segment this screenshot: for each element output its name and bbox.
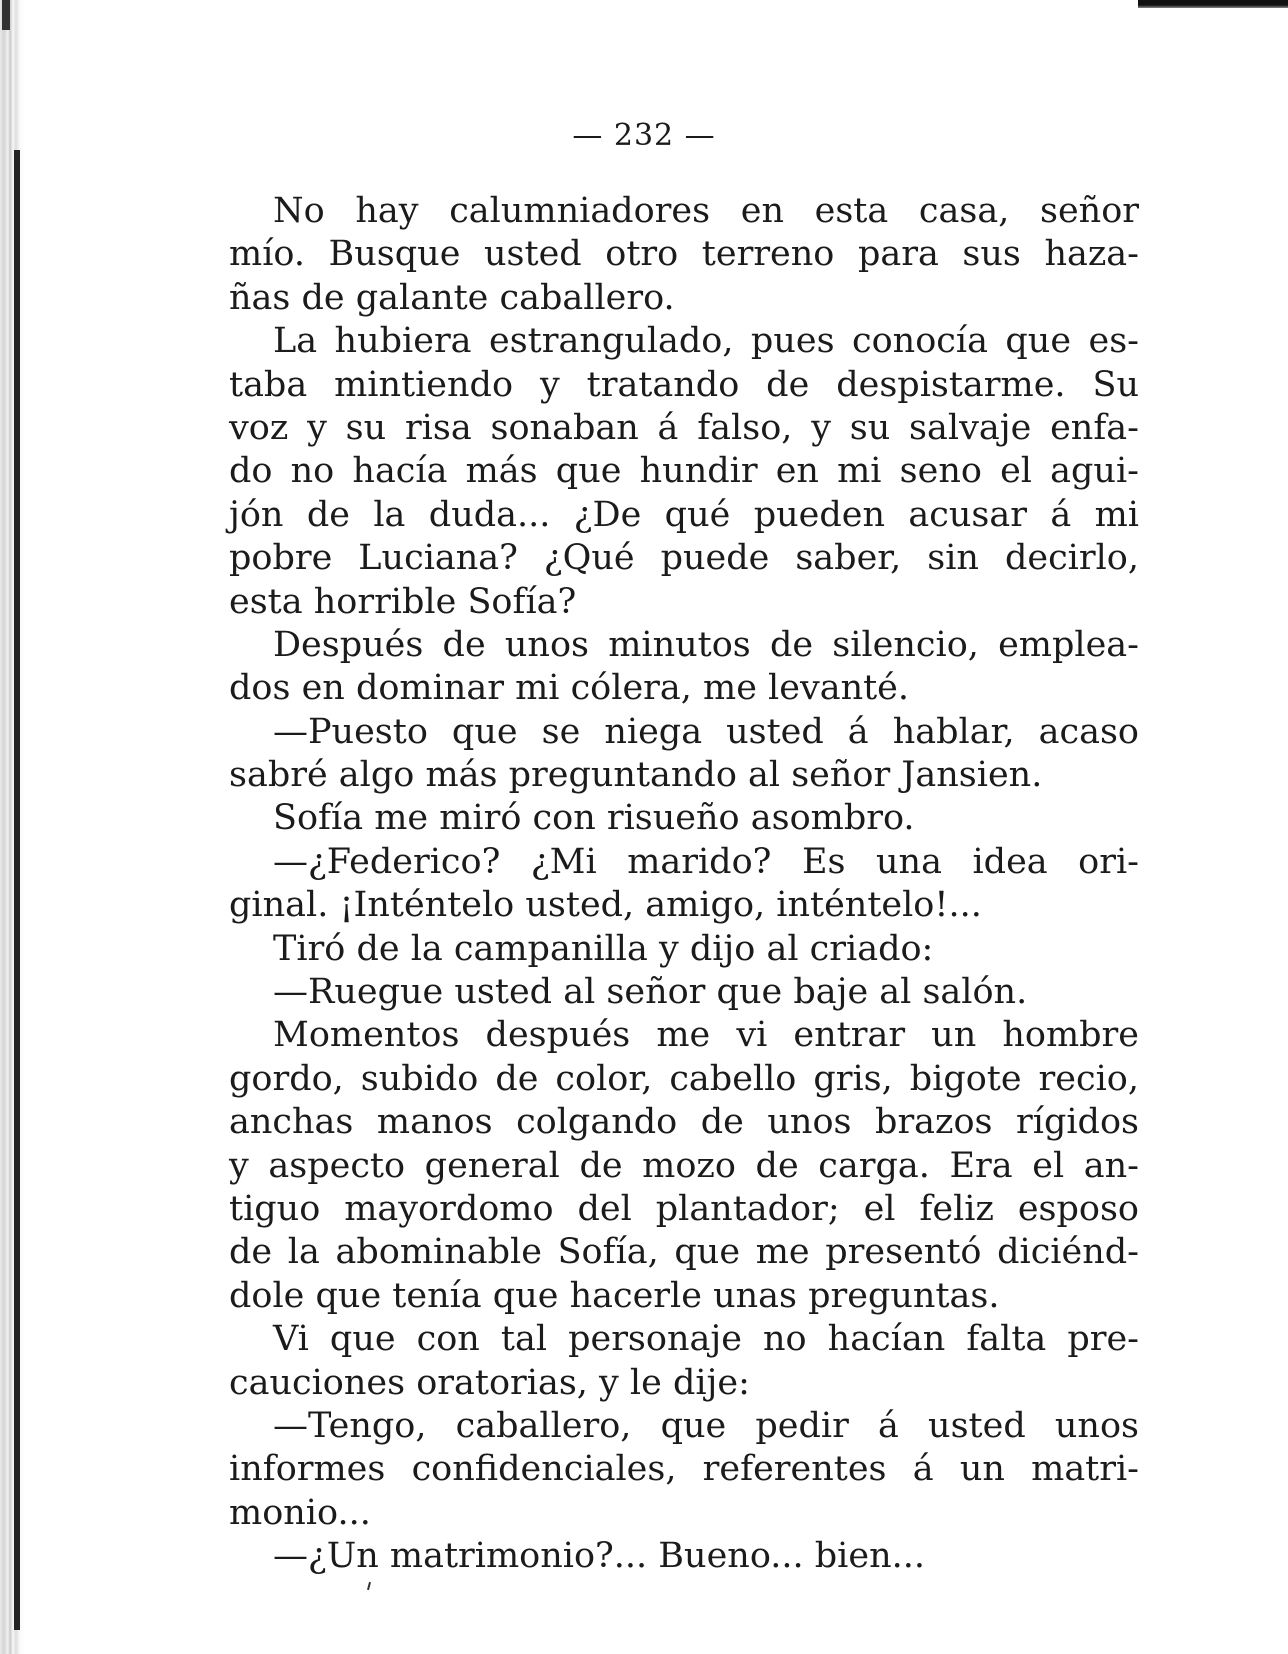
- text-line: informes confidenciales, referentes á un matri-: [229, 1449, 1139, 1490]
- binding-mark: [2, 0, 10, 30]
- text-line: dos en dominar mi cólera, me levanté.: [229, 668, 910, 709]
- corner-rule: [1138, 0, 1288, 8]
- text-line: de la abominable Sofía, que me presentó diciénd-: [229, 1232, 1139, 1273]
- text-line: —Tengo, caballero, que pedir á usted unos: [273, 1405, 1139, 1446]
- text-line: y aspecto general de mozo de carga. Era el an-: [229, 1145, 1139, 1186]
- text-line: —¿Federico? ¿Mi marido? Es una idea ori-: [273, 841, 1139, 882]
- binding-edge: [0, 0, 26, 1654]
- text-line: sabré algo más preguntando al señor Jansien.: [229, 755, 1043, 796]
- text-line: tiguo mayordomo del plantador; el feliz esposo: [229, 1188, 1139, 1229]
- text-line: do no hacía más que hundir en mi seno el agui-: [229, 451, 1139, 492]
- text-line: jón de la duda... ¿De qué pueden acusar á mi: [229, 494, 1139, 535]
- binding-line: [14, 150, 20, 1630]
- text-line: gordo, subido de color, cabello gris, bigote recio,: [229, 1058, 1139, 1099]
- ink-speck: [367, 1582, 371, 1590]
- text-line: Tiró de la campanilla y dijo al criado:: [273, 928, 934, 969]
- text-line: —Ruegue usted al señor que baje al salón.: [273, 972, 1028, 1013]
- text-line: cauciones oratorias, y le dije:: [229, 1362, 750, 1403]
- text-line: Sofía me miró con risueño asombro.: [273, 798, 915, 839]
- text-line: —¿Un matrimonio?... Bueno... bien...: [273, 1536, 926, 1577]
- body-text: [229, 190, 1139, 1579]
- text-line: voz y su risa sonaban á falso, y su salvaje enfa-: [229, 407, 1139, 448]
- text-line: Momentos después me vi entrar un hombre: [273, 1015, 1139, 1056]
- text-line: esta horrible Sofía?: [229, 581, 577, 622]
- text-line: —Puesto que se niega usted á hablar, acaso: [273, 711, 1139, 752]
- text-line: ginal. ¡Inténtelo usted, amigo, inténtelo!...: [229, 885, 982, 926]
- text-line: pobre Luciana? ¿Qué puede saber, sin decirlo,: [229, 538, 1139, 579]
- page-number: — 232 —: [572, 118, 716, 153]
- text-line: taba mintiendo y tratando de despistarme. Su: [229, 364, 1139, 405]
- text-line: monio...: [229, 1492, 371, 1533]
- text-line: anchas manos colgando de unos brazos rígidos: [229, 1102, 1139, 1143]
- text-line: Después de unos minutos de silencio, emplea-: [273, 624, 1139, 665]
- text-line: mío. Busque usted otro terreno para sus haza-: [229, 234, 1139, 275]
- text-line: La hubiera estrangulado, pues conocía que es-: [273, 321, 1139, 362]
- text-line: No hay calumniadores en esta casa, señor: [273, 191, 1139, 231]
- text-line: Vi que con tal personaje no hacían falta pre-: [273, 1319, 1139, 1360]
- text-line: ñas de galante caballero.: [229, 277, 675, 318]
- text-line: dole que tenía que hacerle unas preguntas.: [229, 1275, 1000, 1316]
